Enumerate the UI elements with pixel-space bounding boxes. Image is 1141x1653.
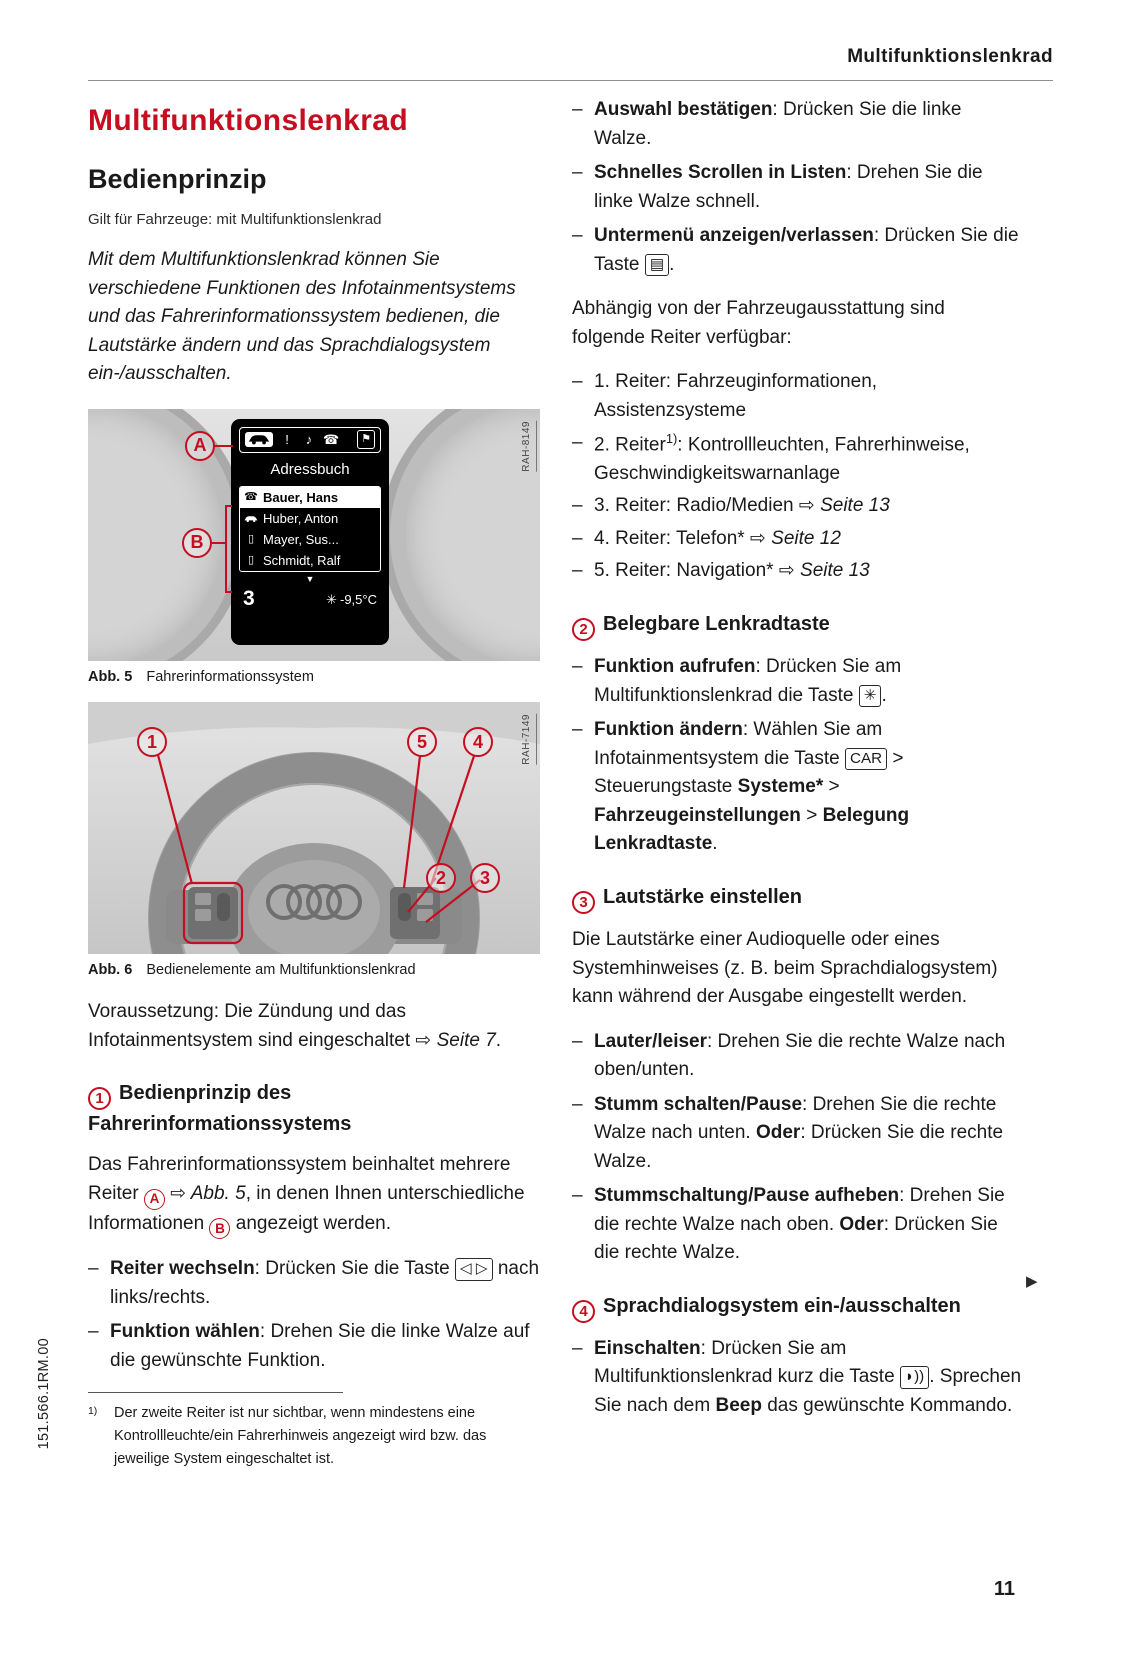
article-subtitle: Bedienprinzip	[88, 164, 267, 194]
phone-handset-icon: ☎	[244, 491, 258, 504]
footnote-divider	[88, 1392, 343, 1393]
figure-6-code: RAH-7149	[519, 714, 537, 765]
article-title: Multifunktionslenkrad	[88, 104, 409, 137]
car-phone-icon	[244, 515, 258, 523]
section-1-paragraph: Das Fahrerinformationssystem beinhaltet mehrere Reiter A ⇨ Abb. 5, in denen Ihnen unterschiedliche Informationen B angezeigt werden.	[88, 1151, 540, 1239]
callout-3: 3	[470, 863, 500, 893]
instruction-item: – Stummschaltung/Pause aufheben: Drehen Sie die rechte Walze nach oben. Oder: Drücken Sie die rechte Walze.	[572, 1182, 1022, 1268]
section-3-paragraph: Die Lautstärke einer Audioquelle oder eines Systemhinweises (z. B. beim Sprachdialogsystem) kann während der Ausgabe eingestellt werden.	[572, 929, 998, 1008]
left-column	[88, 96, 540, 1391]
figure-6	[88, 702, 540, 982]
callout-a-line	[214, 445, 233, 447]
navigation-flag-icon: ⚑	[357, 430, 375, 449]
callout-b-line	[211, 542, 226, 544]
footnote-text: Der zweite Reiter ist nur sichtbar, wenn mindestens eine Kontrollleuchte/ein Fahrerhinweis angezeigt wird bzw. das jeweilige System eingeschaltet ist.	[114, 1405, 487, 1468]
binding-code: 151.566.1RM.00	[36, 1338, 52, 1450]
prerequisite-note: Voraussetzung: Die Zündung und das Infotainmentsystem sind eingeschaltet ⇨ Seite 7.	[88, 1001, 502, 1051]
tab-item: – 5. Reiter: Navigation* ⇨ Seite 13	[572, 557, 1022, 586]
section-1-heading	[88, 1079, 540, 1139]
tabs-list	[572, 368, 1022, 586]
display-tab-bar	[239, 427, 381, 453]
tab-number: 3	[243, 587, 255, 610]
instruction-item: – Funktion wählen: Drehen Sie die linke Walze auf die gewünschte Funktion.	[88, 1318, 540, 1375]
phone-icon: ☎	[323, 431, 340, 447]
tab-item: – 4. Reiter: Telefon* ⇨ Seite 12	[572, 525, 1022, 554]
list-item	[240, 529, 380, 550]
temperature-value: -9,5°C	[340, 591, 377, 607]
figure-caption-label: Abb. 5	[88, 668, 133, 685]
callout-b-bracket	[225, 505, 232, 593]
scroll-down-indicator: ▼	[305, 574, 315, 584]
media-icon: ♪	[305, 431, 313, 447]
instruction-item: – Reiter wechseln: Drücken Sie die Taste ◁ ▷ nach links/rechts.	[88, 1255, 540, 1312]
figure-caption-text: Fahrerinformationssystem	[146, 668, 314, 685]
instruction-item: – Schnelles Scrollen in Listen: Drehen Sie die linke Walze schnell.	[572, 159, 1022, 216]
instruction-list	[572, 653, 1022, 859]
instruction-list	[572, 1028, 1022, 1268]
instruction-item: – Untermenü anzeigen/verlassen: Drücken Sie die Taste ▤ .	[572, 222, 1022, 279]
running-header: Multifunktionslenkrad	[847, 46, 1053, 67]
figure-5-caption	[88, 661, 540, 689]
section-3-heading	[572, 883, 1022, 914]
instruction-item: – Funktion ändern: Wählen Sie am Infotainmentsystem die Taste CAR > Steuerungstaste Systeme* > Fahrzeugeinstellungen > Belegung Lenkradtaste.	[572, 716, 1022, 859]
display-title: Adressbuch	[270, 460, 350, 478]
applicability-note: Gilt für Fahrzeuge: mit Multifunktionslenkrad	[88, 210, 382, 228]
tab-item: – 2. Reiter$^{1)}$: Kontrollleuchten, Fahrerhinweise, Geschwindigkeitswarnanlage	[572, 429, 1022, 488]
figure-caption-label: Abb. 6	[88, 962, 133, 979]
section-2-heading	[572, 610, 1022, 641]
instruction-item: – Einschalten: Drücken Sie am Multifunktionslenkrad kurz die Taste ◗)) . Sprechen Sie nach dem Beep das gewünschte Kommando.	[572, 1335, 1022, 1421]
instruction-list	[88, 1255, 540, 1375]
section-4-number-badge: 4	[572, 1300, 595, 1323]
mobile-phone-icon: ▯	[247, 533, 255, 546]
figure-6-image	[88, 702, 540, 954]
figure-5	[88, 409, 540, 689]
snowflake-icon: ✳	[326, 591, 337, 607]
tabs-intro: Abhängig von der Fahrzeugausstattung sind folgende Reiter verfügbar:	[572, 298, 945, 348]
figure-5-code: RAH-8149	[519, 421, 537, 472]
right-gauge	[390, 409, 540, 661]
section-4-title: Sprachdialogsystem ein-/ausschalten	[603, 1294, 961, 1317]
callout-a: A	[185, 431, 215, 461]
contact-name: Schmidt, Ralf	[263, 552, 341, 568]
contact-list	[239, 486, 381, 572]
footnote	[88, 1392, 540, 1472]
instruction-item: – Auswahl bestätigen: Drücken Sie die linke Walze.	[572, 96, 1022, 153]
callout-2: 2	[426, 863, 456, 893]
section-1-number-badge: 1	[88, 1087, 111, 1110]
callout-5: 5	[407, 727, 437, 757]
contact-name: Bauer, Hans	[263, 489, 339, 505]
section-2-number-badge: 2	[572, 618, 595, 641]
section-3-number-badge: 3	[572, 891, 595, 914]
callout-4: 4	[463, 727, 493, 757]
instruction-item: – Lauter/leiser: Drehen Sie die rechte Walze nach oben/unten.	[572, 1028, 1022, 1085]
footnote-marker: 1)	[88, 1406, 98, 1417]
list-item	[240, 508, 380, 529]
right-column	[572, 96, 1022, 1436]
mobile-phone-icon: ▯	[247, 554, 255, 567]
contact-name: Huber, Anton	[263, 510, 339, 526]
instruction-item: – Stumm schalten/Pause: Drehen Sie die rechte Walze nach unten. Oder: Drücken Sie die rechte Walze.	[572, 1091, 1022, 1177]
contact-name: Mayer, Sus...	[263, 531, 339, 547]
tab-item: – 1. Reiter: Fahrzeuginformationen, Assistenzsysteme	[572, 368, 1022, 425]
continuation-arrow-icon: ▶	[1026, 1273, 1038, 1290]
figure-6-caption	[88, 954, 540, 982]
section-3-title: Lautstärke einstellen	[603, 885, 802, 908]
instruction-item: – Funktion aufrufen: Drücken Sie am Multifunktionslenkrad die Taste ✳ .	[572, 653, 1022, 710]
section-4-heading	[572, 1292, 1022, 1323]
callout-b: B	[182, 528, 212, 558]
section-2-title: Belegbare Lenkradtaste	[603, 612, 830, 635]
outside-temperature	[326, 590, 377, 610]
list-item	[240, 487, 380, 508]
warning-icon: !	[285, 431, 289, 447]
header-divider	[88, 80, 1053, 81]
instruction-list	[572, 96, 1022, 279]
page-number: 11	[993, 1578, 1015, 1600]
display-status-row	[239, 584, 381, 609]
callout-1: 1	[137, 727, 167, 757]
section-1-title: Bedienprinzip des Fahrerinformationssystems	[88, 1082, 352, 1136]
list-item	[240, 550, 380, 571]
lead-paragraph: Mit dem Multifunktionslenkrad können Sie verschiedene Funktionen des Infotainmentsystems und das Fahrerinformationssystem bedienen, die Lautstärke ändern und das Sprachdialogsystem ein-/ausschalten.	[88, 249, 516, 384]
tab-item: – 3. Reiter: Radio/Medien ⇨ Seite 13	[572, 492, 1022, 521]
figure-5-image	[88, 409, 540, 661]
figure-caption-text: Bedienelemente am Multifunktionslenkrad	[146, 962, 416, 979]
instruction-list	[572, 1335, 1022, 1421]
car-tab-icon	[245, 432, 273, 447]
driver-info-display	[231, 419, 389, 645]
